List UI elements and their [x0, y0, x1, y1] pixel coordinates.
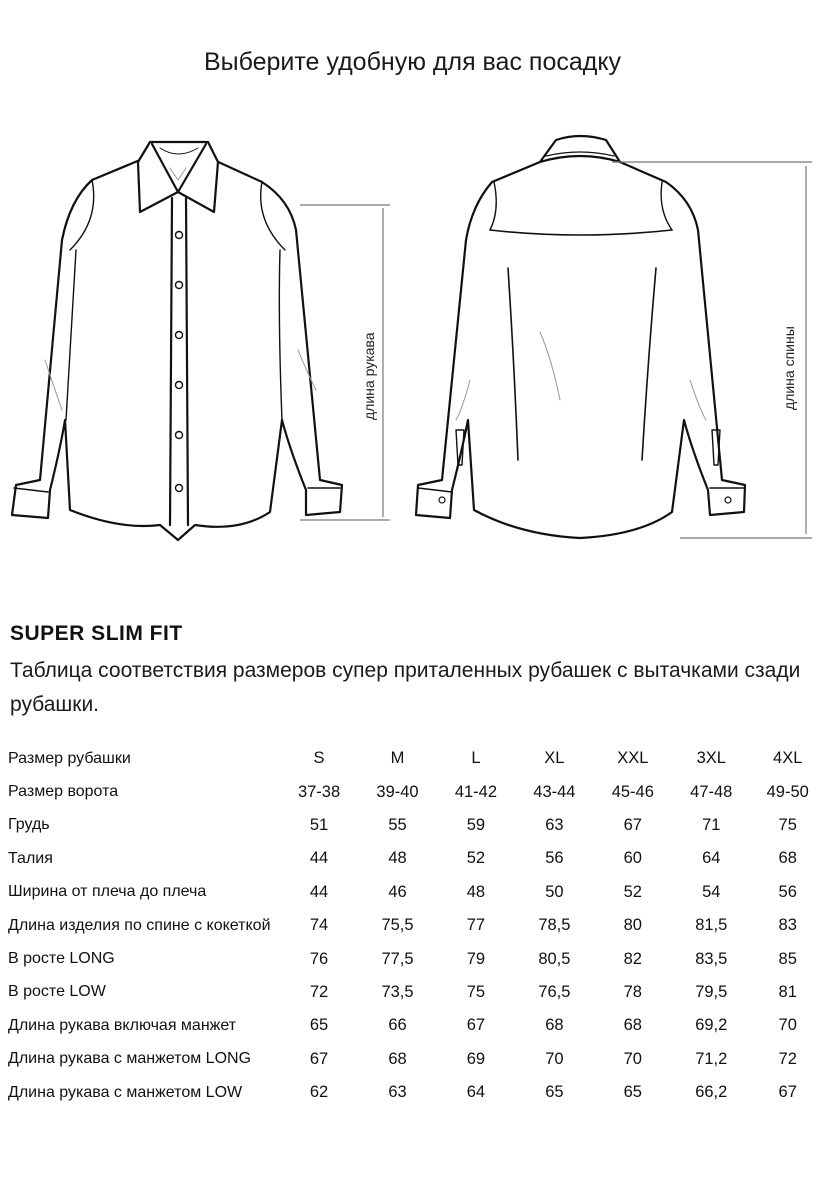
size-value-cell: 68 — [545, 1016, 564, 1035]
size-value-cell: 69 — [466, 1049, 486, 1068]
header-label: Размер рубашки — [8, 749, 131, 767]
size-value-cell: 72 — [309, 982, 329, 1001]
fit-title: SUPER SLIM FIT — [10, 622, 183, 645]
back-length-label: длина спины — [781, 326, 797, 410]
row-label: Длина изделия по спине с кокеткой — [8, 916, 271, 934]
size-value-cell: 75,5 — [381, 916, 414, 935]
table-row — [8, 909, 825, 942]
size-value-cell: 83 — [778, 916, 797, 935]
size-value-cell: 68 — [623, 1016, 642, 1035]
size-value-cell: 63 — [388, 1083, 407, 1102]
size-header-cell: 4XL — [773, 749, 803, 768]
size-value-cell: 75 — [466, 982, 486, 1001]
size-value-cell: 59 — [466, 815, 486, 834]
size-value-cell: 70 — [545, 1049, 564, 1068]
size-header-cell: XL — [544, 749, 565, 768]
size-value-cell: 71,2 — [695, 1049, 728, 1068]
size-value-cell: 44 — [309, 882, 329, 901]
size-value-cell: 37-38 — [297, 782, 341, 801]
size-header-cell: XXL — [617, 749, 649, 768]
size-table — [8, 742, 825, 1109]
size-value-cell: 48 — [466, 882, 486, 901]
table-description: Таблица соответствия размеров супер приталенных рубашек с вытачками сзади рубашки. — [10, 659, 801, 716]
table-row — [8, 842, 825, 875]
size-value-cell: 67 — [309, 1049, 329, 1068]
table-row — [8, 1009, 825, 1042]
shirt-front-icon — [12, 142, 342, 540]
size-value-cell: 79 — [466, 949, 486, 968]
size-value-cell: 80,5 — [538, 949, 571, 968]
size-value-cell: 60 — [623, 849, 642, 868]
size-value-cell: 72 — [778, 1049, 797, 1068]
size-value-cell: 55 — [388, 815, 407, 834]
size-value-cell: 41-42 — [454, 782, 498, 801]
size-value-cell: 47-48 — [690, 782, 733, 801]
size-value-cell: 56 — [545, 849, 564, 868]
size-header-cell: S — [313, 749, 325, 768]
table-row — [8, 942, 825, 975]
size-value-cell: 65 — [545, 1083, 564, 1102]
size-value-cell: 52 — [623, 882, 642, 901]
size-value-cell: 83,5 — [695, 949, 728, 968]
row-label: В росте LONG — [8, 950, 115, 968]
size-value-cell: 79,5 — [695, 982, 728, 1001]
size-value-cell: 54 — [702, 882, 721, 901]
table-row — [8, 876, 825, 909]
size-value-cell: 63 — [545, 815, 564, 834]
shirt-illustration — [0, 120, 825, 570]
size-value-cell: 69,2 — [695, 1016, 728, 1035]
size-value-cell: 74 — [309, 916, 329, 935]
size-value-cell: 75 — [778, 815, 797, 834]
page-heading: Выберите удобную для вас посадку — [203, 48, 622, 76]
table-row — [8, 1076, 825, 1109]
size-value-cell: 85 — [778, 949, 797, 968]
shirt-back-icon — [416, 136, 745, 538]
size-value-cell: 49-50 — [766, 782, 809, 801]
size-value-cell: 71 — [702, 815, 721, 834]
size-value-cell: 44 — [309, 849, 329, 868]
table-row — [8, 1043, 825, 1076]
size-value-cell: 66 — [388, 1016, 407, 1035]
size-value-cell: 81 — [778, 982, 797, 1001]
size-value-cell: 76,5 — [538, 982, 571, 1001]
size-value-cell: 73,5 — [381, 982, 414, 1001]
size-value-cell: 80 — [623, 916, 642, 935]
size-value-cell: 68 — [778, 849, 797, 868]
size-value-cell: 65 — [309, 1016, 329, 1035]
size-value-cell: 67 — [778, 1083, 797, 1102]
size-value-cell: 66,2 — [695, 1083, 728, 1102]
size-header-cell: 3XL — [696, 749, 726, 768]
size-value-cell: 67 — [623, 815, 642, 834]
size-value-cell: 82 — [623, 949, 642, 968]
size-value-cell: 64 — [466, 1083, 486, 1102]
size-value-cell: 81,5 — [695, 916, 728, 935]
size-value-cell: 77 — [466, 916, 486, 935]
size-value-cell: 77,5 — [381, 949, 414, 968]
table-header-row — [8, 742, 825, 775]
size-value-cell: 64 — [702, 849, 721, 868]
table-row — [8, 809, 825, 842]
size-value-cell: 52 — [466, 849, 486, 868]
size-value-cell: 70 — [778, 1016, 797, 1035]
size-value-cell: 56 — [778, 882, 797, 901]
row-label: Талия — [8, 849, 53, 867]
size-value-cell: 76 — [309, 949, 329, 968]
size-header-cell: M — [390, 749, 405, 768]
size-value-cell: 51 — [309, 815, 329, 834]
row-label: Длина рукава с манжетом LONG — [8, 1050, 252, 1068]
size-value-cell: 68 — [388, 1049, 407, 1068]
size-header-cell: L — [471, 749, 481, 768]
size-value-cell: 78,5 — [538, 916, 571, 935]
size-value-cell: 45-46 — [611, 782, 654, 801]
row-label: В росте LOW — [8, 983, 106, 1001]
size-value-cell: 39-40 — [376, 782, 419, 801]
size-value-cell: 78 — [623, 982, 642, 1001]
row-label: Длина рукава включая манжет — [8, 1016, 237, 1034]
size-value-cell: 48 — [388, 849, 407, 868]
sleeve-length-label: длина рукава — [361, 332, 377, 420]
row-label: Размер ворота — [8, 783, 119, 801]
size-value-cell: 67 — [466, 1016, 486, 1035]
table-row — [8, 775, 825, 808]
size-value-cell: 62 — [309, 1083, 329, 1102]
size-value-cell: 50 — [545, 882, 564, 901]
table-row — [8, 976, 825, 1009]
size-value-cell: 70 — [623, 1049, 642, 1068]
size-value-cell: 43-44 — [533, 782, 576, 801]
row-label: Ширина от плеча до плеча — [8, 883, 207, 901]
row-label: Длина рукава с манжетом LOW — [8, 1083, 243, 1101]
size-value-cell: 65 — [623, 1083, 642, 1102]
size-value-cell: 46 — [388, 882, 407, 901]
row-label: Грудь — [8, 816, 50, 834]
